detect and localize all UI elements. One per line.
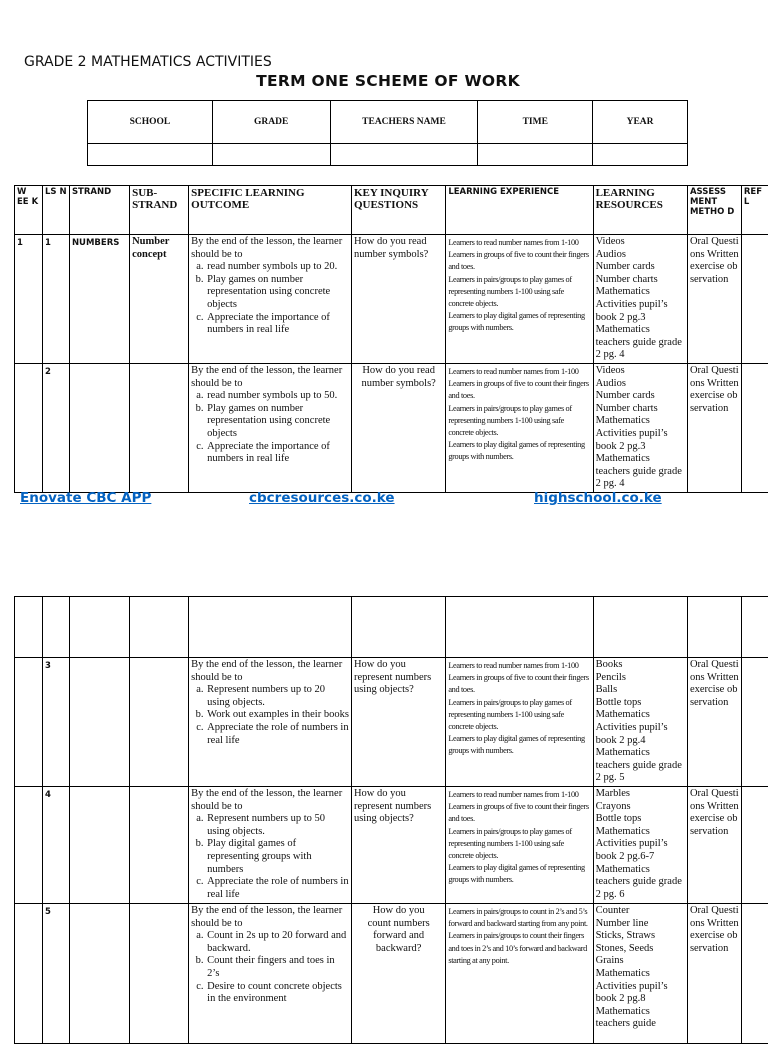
info-header-year: YEAR: [593, 101, 688, 144]
reflection-cell[interactable]: [741, 903, 768, 1043]
experience-line: Learners to read number names from 1-100: [448, 789, 590, 801]
header-reflection: REF L: [741, 186, 768, 235]
resource-item: Number cards: [596, 261, 685, 274]
resources-cell: [593, 363, 687, 492]
resource-item: Marbles: [596, 788, 685, 801]
outcome-item: c. Appreciate the role of numbers in real life: [206, 876, 349, 901]
experience-line: Learners to read number names from 1-100: [448, 366, 590, 378]
resource-item: Videos: [596, 365, 685, 378]
experience-line: Learners to read number names from 1-100: [448, 660, 590, 672]
resource-item: Bottle tops: [596, 697, 685, 710]
experience-line: Learners in pairs/groups to count in 2’s and 5’s forward and backward starting from any point.: [448, 906, 590, 930]
header-strand: STRAND: [69, 186, 129, 235]
info-header-grade: GRADE: [212, 101, 330, 144]
outcome-item: b. Play games on number representation using concrete objects: [206, 274, 349, 312]
outcome-item: c. Appreciate the importance of numbers in real life: [206, 441, 349, 466]
resource-item: Sticks, Straws: [596, 930, 685, 943]
header-substrand: SUB-STRAND: [130, 186, 189, 235]
resource-item: Mathematics Activities pupil’s book 2 pg.3: [596, 286, 685, 324]
outcome-item: c. Appreciate the role of numbers in real life: [206, 722, 349, 747]
info-year-field[interactable]: [593, 144, 688, 166]
resource-item: Mathematics teachers guide: [596, 1006, 685, 1031]
experience-line: Learners in pairs/groups to count their fingers and toes in 2’s and 10’s forward and backward starting at any point.: [448, 930, 590, 967]
outcome-item: b. Count their fingers and toes in 2’s: [206, 955, 349, 980]
info-grade-field[interactable]: [212, 144, 330, 166]
outcome-item: a. read number symbols up to 20.: [206, 261, 349, 274]
resource-item: Balls: [596, 684, 685, 697]
strand-cell: [69, 363, 129, 492]
blank-header-row: [15, 597, 768, 658]
outcome-cell: [189, 903, 352, 1043]
outcome-cell: [189, 658, 352, 787]
experience-line: Learners to play digital games of representing groups with numbers.: [448, 862, 590, 886]
outcome-item: a. Represent numbers up to 20 using objects.: [206, 684, 349, 709]
experience-line: Learners in pairs/groups to play games of representing numbers 1-100 using safe concrete objects.: [448, 403, 590, 440]
outcome-cell: [189, 235, 352, 364]
resource-item: Crayons: [596, 801, 685, 814]
outcome-item: c. Appreciate the importance of numbers in real life: [206, 312, 349, 337]
lesson-cell: 2: [42, 363, 69, 492]
inquiry-cell: How do you read number symbols?: [351, 235, 445, 364]
resource-item: Mathematics Activities pupil’s book 2 pg.3: [596, 415, 685, 453]
resource-item: Stones, Seeds: [596, 943, 685, 956]
experience-line: Learners in pairs/groups to play games of representing numbers 1-100 using safe concrete objects.: [448, 826, 590, 863]
header-outcome: SPECIFIC LEARNING OUTCOME: [189, 186, 352, 235]
header-assessment: ASSESS MENT METHO D: [687, 186, 741, 235]
table-row: [15, 903, 768, 1043]
outcome-intro: By the end of the lesson, the learner should be to: [191, 365, 349, 390]
table-row: [15, 363, 768, 492]
lesson-cell: 4: [42, 786, 69, 903]
resource-item: Books: [596, 659, 685, 672]
outcome-item: a. Represent numbers up to 50 using objects.: [206, 813, 349, 838]
resource-item: Mathematics teachers guide grade 2 pg. 6: [596, 864, 685, 902]
experience-line: Learners to play digital games of representing groups with numbers.: [448, 733, 590, 757]
resource-item: Mathematics teachers guide grade 2 pg. 5: [596, 747, 685, 785]
inquiry-cell: How do you represent numbers using objects?: [351, 786, 445, 903]
scheme-table-page-1: [14, 185, 768, 493]
outcome-item: b. Play digital games of representing groups with numbers: [206, 838, 349, 876]
resource-item: Audios: [596, 378, 685, 391]
assessment-cell: Oral Questions Written exercise observation: [687, 363, 741, 492]
lesson-cell: 5: [42, 903, 69, 1043]
experience-line: Learners to read number names from 1-100: [448, 237, 590, 249]
strand-cell: NUMBERS: [69, 235, 129, 364]
table-row: [15, 235, 768, 364]
experience-cell: [446, 363, 593, 492]
info-school-field[interactable]: [88, 144, 213, 166]
highschool-link[interactable]: highschool.co.ke: [534, 490, 662, 506]
substrand-cell: [130, 363, 189, 492]
resource-item: Grains: [596, 955, 685, 968]
resources-cell: [593, 235, 687, 364]
experience-line: Learners in pairs/groups to play games of representing numbers 1-100 using safe concrete objects.: [448, 274, 590, 311]
experience-cell: [446, 786, 593, 903]
resource-item: Number charts: [596, 274, 685, 287]
cbcresources-link[interactable]: cbcresources.co.ke: [249, 490, 395, 506]
assessment-cell: Oral Questions Written exercise observation: [687, 658, 741, 787]
assessment-cell: Oral Questions Written exercise observation: [687, 235, 741, 364]
experience-line: Learners in pairs/groups to play games of representing numbers 1-100 using safe concrete objects.: [448, 697, 590, 734]
resource-item: Mathematics Activities pupil’s book 2 pg.6-7: [596, 826, 685, 864]
inquiry-cell: How do you represent numbers using objects?: [351, 658, 445, 787]
document-title: GRADE 2 MATHEMATICS ACTIVITIES: [24, 54, 272, 70]
enovate-app-link[interactable]: Enovate CBC APP: [20, 490, 197, 506]
resources-cell: [593, 658, 687, 787]
experience-line: Learners in groups of five to count their fingers and toes.: [448, 672, 590, 696]
outcome-intro: By the end of the lesson, the learner should be to: [191, 905, 349, 930]
reflection-cell[interactable]: [741, 658, 768, 787]
resource-item: Mathematics teachers guide grade 2 pg. 4: [596, 453, 685, 491]
resource-item: Audios: [596, 249, 685, 262]
header-experience: LEARNING EXPERIENCE: [446, 186, 593, 235]
experience-line: Learners in groups of five to count their fingers and toes.: [448, 801, 590, 825]
experience-line: Learners in groups of five to count their fingers and toes.: [448, 378, 590, 402]
experience-cell: [446, 658, 593, 787]
outcome-item: b. Work out examples in their books: [206, 709, 349, 722]
outcome-item: b. Play games on number representation using concrete objects: [206, 403, 349, 441]
resource-item: Number charts: [596, 403, 685, 416]
experience-line: Learners to play digital games of representing groups with numbers.: [448, 439, 590, 463]
outcome-intro: By the end of the lesson, the learner should be to: [191, 236, 349, 261]
header-resources: LEARNING RESOURCES: [593, 186, 687, 235]
info-header-school: SCHOOL: [88, 101, 213, 144]
table-row: [15, 658, 768, 787]
outcome-intro: By the end of the lesson, the learner should be to: [191, 659, 349, 684]
lesson-cell: 3: [42, 658, 69, 787]
week-cell: 1: [15, 235, 43, 364]
assessment-cell: Oral Questions Written exercise observation: [687, 786, 741, 903]
reflection-cell[interactable]: [741, 363, 768, 492]
resource-item: Bottle tops: [596, 813, 685, 826]
experience-line: Learners to play digital games of representing groups with numbers.: [448, 310, 590, 334]
outcome-item: a. read number symbols up to 50.: [206, 390, 349, 403]
resources-cell: [593, 903, 687, 1043]
week-cell: [15, 363, 43, 492]
outcome-item: a. Count in 2s up to 20 forward and backward.: [206, 930, 349, 955]
info-time-field[interactable]: [478, 144, 593, 166]
resource-item: Pencils: [596, 672, 685, 685]
header-week: W EE K: [15, 186, 43, 235]
reflection-cell[interactable]: [741, 235, 768, 364]
outcome-item: c. Desire to count concrete objects in the environment: [206, 981, 349, 1006]
assessment-cell: Oral Questions Written exercise observation: [687, 903, 741, 1043]
resource-item: Videos: [596, 236, 685, 249]
scheme-table-page-2: [14, 596, 768, 1044]
outcome-intro: By the end of the lesson, the learner should be to: [191, 788, 349, 813]
info-header-teachers-name: TEACHERS NAME: [330, 101, 478, 144]
outcome-cell: [189, 363, 352, 492]
resource-item: Number cards: [596, 390, 685, 403]
header-lesson: LS N: [42, 186, 69, 235]
info-teachers-name-field[interactable]: [330, 144, 478, 166]
reflection-cell[interactable]: [741, 786, 768, 903]
experience-cell: [446, 235, 593, 364]
school-info-table: [87, 100, 688, 166]
document-subtitle: TERM ONE SCHEME OF WORK: [0, 72, 768, 90]
info-header-time: TIME: [478, 101, 593, 144]
experience-cell: [446, 903, 593, 1043]
resources-cell: [593, 786, 687, 903]
table-row: [15, 786, 768, 903]
substrand-cell: Number concept: [130, 235, 189, 364]
resource-item: Mathematics teachers guide grade 2 pg. 4: [596, 324, 685, 362]
inquiry-cell: How do you read number symbols?: [351, 363, 445, 492]
resource-item: Counter: [596, 905, 685, 918]
header-inquiry: KEY INQUIRY QUESTIONS: [351, 186, 445, 235]
lesson-cell: 1: [42, 235, 69, 364]
resource-item: Number line: [596, 918, 685, 931]
resource-item: Mathematics Activities pupil’s book 2 pg.8: [596, 968, 685, 1006]
resource-item: Mathematics Activities pupil’s book 2 pg.4: [596, 709, 685, 747]
outcome-cell: [189, 786, 352, 903]
experience-line: Learners in groups of five to count their fingers and toes.: [448, 249, 590, 273]
inquiry-cell: How do you count numbers forward and backward?: [351, 903, 445, 1043]
